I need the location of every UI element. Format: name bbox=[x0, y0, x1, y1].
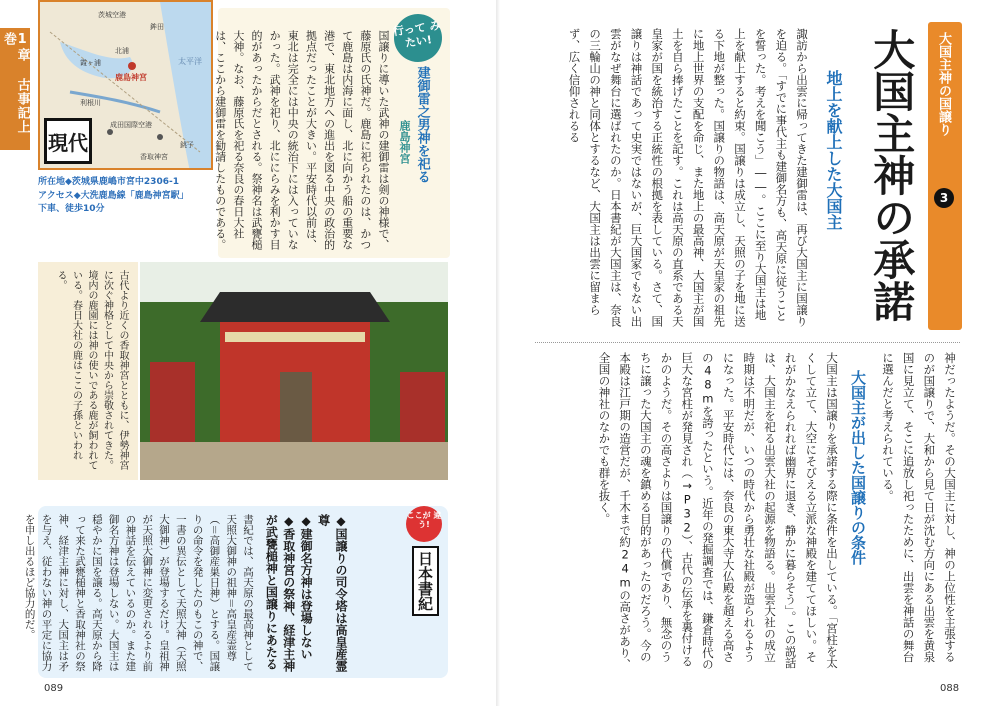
map-place: 太平洋 bbox=[178, 57, 202, 66]
map-place: 成田国際空港 bbox=[110, 121, 152, 129]
nihonshoki-title: 日本書紀 bbox=[412, 546, 439, 616]
map-place: 銚子 bbox=[180, 141, 194, 149]
address-line: 所在地◆茨城県鹿嶋市宮中2306-1 bbox=[38, 177, 179, 187]
map-place: 北浦 bbox=[115, 47, 129, 55]
heading-1: 地上を献上した大国主 bbox=[824, 70, 843, 230]
access-map bbox=[38, 0, 213, 170]
chapter-tab: 1章 古事記上巻 bbox=[0, 28, 30, 150]
map-badge: 現代 bbox=[44, 118, 92, 164]
top-body-text: 諏訪から出雲に帰ってきた建御雷は、再び大国主に国譲りを迫る。「すでに事代主も建御名方も、高天原に従うことを誓った。考えを聞こう」――。ここに至り大国主は地上を献上すると約束。国譲りは成立し、天照の子を地に送る下地が整った。国譲りの物語は、高天原が天皇家の祖先に地上世界の支配を命じ、また地上の最高神、大国主が国土を自ら捧げたことを記す。これは高天原の直系である天皇家が国を統治する正統性の根拠を表している。さて、国譲りは神話であって史実ではないが、巨大国家でもない出雲がなぜ舞台に選ばれたのか。日本書紀が大国主は、奈良の三輪山の神と同体とするなど、大国主は出雲に留まらず、広く信仰されるる bbox=[567, 28, 809, 327]
map-place: 香取神宮 bbox=[140, 153, 168, 161]
heading-2: 大国主が出した国譲りの条件 bbox=[849, 370, 867, 565]
map-place: 鉾田 bbox=[150, 23, 164, 31]
page-title: 大国主神の承諾 bbox=[867, 28, 917, 322]
visit-body: 国譲りに導いた武神の建御雷は剣の神様で、藤原氏の氏神だ。鹿島に祀られたのは、かつて鹿島は内海に面し、北に向かう船の重要な港で、東北地方への進出を図る中央の政治的拠点だったことが大きい。平安時代以前は、東北は完全には中央の統治下には入っていなかった。武神を祀り、北ににらみを利かす目的があったからだとされる。祭神名は武甕槌大神。なお、藤原氏を祀る奈良の春日大社は、ここから建御雷を勧請したものである。 bbox=[213, 30, 390, 250]
access-info bbox=[38, 176, 228, 217]
visit-badge: 行って みたい! bbox=[391, 11, 445, 65]
photo-caption: 古代より近くの香取神宮とともに、伊勢神宮に次ぐ神格として中央から崇敬されてきた。境内の鹿園には神の使いである鹿が飼われている。春日大社の鹿はここの子孫といわれる。 bbox=[38, 262, 138, 480]
access-line: アクセス◆大洗鹿島線「鹿島神宮駅」 bbox=[38, 190, 189, 201]
page-number: 089 bbox=[44, 683, 64, 694]
map-place: 利根川 bbox=[80, 99, 101, 107]
nihonshoki-body: 書紀では、高天原の最高神として天照大御神の祖神＝高皇産霊尊（＝高御産巣日神）とする。国譲りの命令を発したのもこの神で、一書の異伝として天照大神（天照大御神）が登場するだけ。皇祖神が天照大御神に変更されるより前の神話を伝えているのか。また建御名方神は登場しない。大国主は穏やかに国を譲る。高天原から降って来た武甕槌神と香取神社の祭神、経津主神に対し、大国主は矛を与え、従わない神の平定に協力を申し出るほど協力的だ。 bbox=[23, 514, 254, 672]
section-divider bbox=[535, 342, 960, 343]
shrine-gate-image bbox=[140, 262, 448, 480]
map-place: 茨城空港 bbox=[98, 11, 126, 19]
point-item: ◆香取神宮の祭神、経津主神が武甕槌神と国譲りにあたる bbox=[264, 514, 296, 672]
nihonshoki-points bbox=[262, 514, 349, 674]
map-target-label: 鹿島神宮 bbox=[115, 73, 147, 82]
point-item: ◆建御名方神は登場しない bbox=[299, 514, 314, 660]
shrine-photo bbox=[140, 262, 448, 480]
access-line: 下車、徒歩10分 bbox=[38, 204, 105, 214]
point-item: ◆国譲りの司令塔は高皇産霊尊 bbox=[316, 514, 348, 672]
difference-badge: ここが 違う! bbox=[406, 506, 442, 542]
section-number: 3 bbox=[934, 188, 954, 208]
page-number: 088 bbox=[940, 683, 960, 694]
visit-subtitle: 鹿島神宮 bbox=[398, 120, 411, 164]
section-kicker: 大国主神の国譲り bbox=[936, 32, 951, 136]
visit-title: 建御雷之男神を祀る bbox=[414, 66, 430, 183]
bottom-body-text-lead: 神だったようだ。その大国主に対し、神の上位性を主張するのが国譲りで、大和から見て日が沈む方向にある出雲を黄泉国に見立て、そこに追放し祀ったために、出雲を神話の舞台に選んだと考えられている。 bbox=[880, 352, 957, 663]
map-place: 霞ヶ浦 bbox=[80, 59, 101, 67]
bottom-body-text: 大国主は国譲りを承諾する際に条件を出している。「宮柱を太くして立て、大空にそびえる立派な神殿を建ててほしい。それがかなえられれば幽界に退き、静かに暮らそう」。この説話は、大国主を祀る出雲大社の起源を物語る。出雲大社の成立時期は不明だが、いつの時代から勇壮な社殿が造られるようになった。平安時代には、奈良の東大寺大仏殿を超える高さの48mを誇ったという。近年の発掘調査では、鎌倉時代の巨大な宮柱が発見され（→P32）、古代の伝承を裏付けるかのようだ。その高さよりは国譲りの代償であり、無念のうちに譲った大国主の魂を鎮める目的があったのだろう。今の本殿は江戸期の造営だが、千木まで約24mの高さがあり、全国の神社のなかでも群を抜く。 bbox=[597, 352, 839, 670]
